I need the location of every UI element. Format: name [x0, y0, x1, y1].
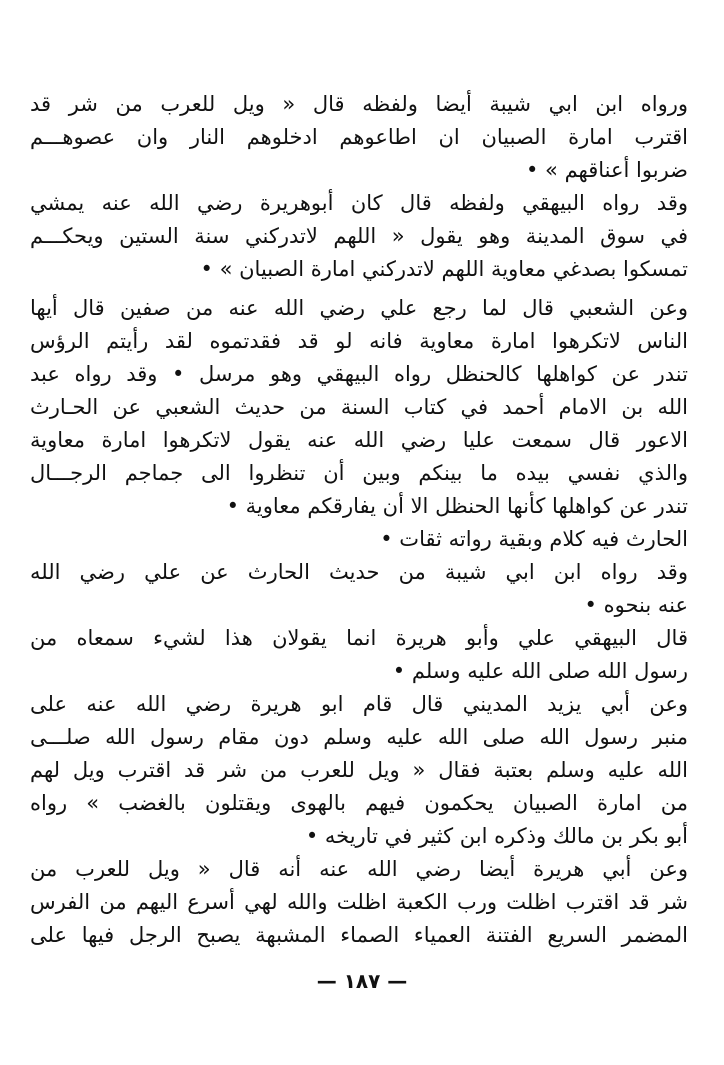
text-line: وقد رواه ابن ابي شيبة من حديث الحارث عن علي رضي الله — [30, 560, 688, 584]
text-line: ضربوا أعناقهم » • — [525, 158, 688, 182]
text-line: رسول الله صلى الله عليه وسلم • — [392, 659, 688, 683]
text-line: وعن أبي هريرة أيضا رضي الله عنه أنه قال « ويل للعرب من — [30, 857, 688, 881]
text-line: وعن أبي يزيد المديني قال قام ابو هريرة رضي الله عنه على — [30, 692, 688, 716]
text-line: قال البيهقي علي وأبو هريرة انما يقولان هذا لشيء سمعاه من — [30, 626, 688, 650]
text-line: اقترب امارة الصبيان ان اطاعوهم ادخلوهم النار وان عصوهـــم — [30, 125, 688, 149]
text-line: المضمر السريع الفتنة العمياء الصماء المشبهة يصبح الرجل فيها على — [30, 923, 688, 947]
text-line: تندر عن كواهلها كالحنظل رواه البيهقي وهو مرسل • وقد رواه عبد — [30, 362, 688, 386]
text-line: عنه بنحوه • — [584, 593, 688, 617]
text-line: أبو بكر بن مالك وذكره ابن كثير في تاريخه • — [305, 824, 688, 848]
body-text — [30, 88, 688, 952]
text-line: تمسكوا بصدغي معاوية اللهم لاتدركني امارة الصبيان » • — [200, 257, 688, 281]
text-line: وقد رواه البيهقي ولفظه قال كان أبوهريرة رضي الله عنه يمشي — [30, 191, 688, 215]
text-line: الله عليه وسلم بعتبة فقال « ويل للعرب من شر قد اقترب ويل لهم — [30, 758, 688, 782]
text-line: الحارث فيه كلام وبقية رواته ثقات • — [380, 527, 688, 551]
text-line: الاعور قال سمعت عليا رضي الله عنه يقول لاتكرهوا امارة معاوية — [30, 428, 688, 452]
text-line: وعن الشعبي قال لما رجع علي رضي الله عنه من صفين قال أيها — [30, 296, 688, 320]
text-line: تندر عن كواهلها كأنها الحنظل الا أن يفارقكم معاوية • — [226, 494, 688, 518]
text-line: شر قد اقترب اظلت ورب الكعبة اظلت والله لهي أسرع اليهم من الفرس — [30, 890, 688, 914]
text-line: في سوق المدينة وهو يقول « اللهم لاتدركني سنة الستين ويحكـــم — [30, 224, 688, 248]
text-line: منبر رسول الله صلى الله عليه وسلم دون مقام رسول الله صلـــى — [30, 725, 688, 749]
text-line: والذي نفسي بيده ما بينكم وبين أن تنظروا الى جماجم الرجـــال — [30, 461, 688, 485]
text-line: الناس لاتكرهوا امارة معاوية فانه لو قد فقدتموه لقد رأيتم الرؤس — [30, 329, 688, 353]
page-number: — ١٨٧ — — [316, 969, 408, 993]
text-line: الله بن الامام أحمد في كتاب السنة من حديث الشعبي عن الحـارث — [30, 395, 688, 419]
text-line: ورواه ابن ابي شيبة أيضا ولفظه قال « ويل للعرب من شر قد — [30, 92, 688, 116]
text-line: من امارة الصبيان يحكمون فيهم بالهوى ويقتلون بالغضب » رواه — [30, 791, 688, 815]
